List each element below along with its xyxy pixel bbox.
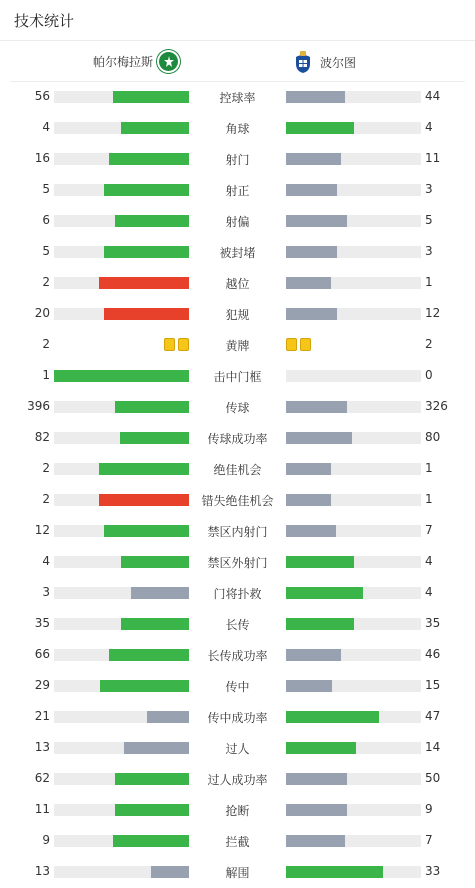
home-bar-track	[54, 308, 189, 320]
home-team-name: 帕尔梅拉斯	[92, 55, 153, 69]
home-value: 29	[34, 678, 50, 692]
stat-label: 传球	[225, 401, 250, 415]
away-value: 50	[425, 771, 441, 785]
home-bar-fill	[100, 680, 189, 692]
home-value: 2	[42, 275, 50, 289]
home-value: 66	[34, 647, 50, 661]
stat-row	[0, 795, 475, 826]
home-bar-fill	[113, 835, 189, 847]
stat-label: 角球	[225, 122, 250, 136]
home-bar-track	[54, 866, 189, 878]
away-bar-fill	[286, 711, 379, 723]
away-value: 44	[425, 89, 441, 103]
home-bar-fill	[113, 91, 189, 103]
away-bar-track	[286, 866, 421, 878]
home-value: 396	[27, 399, 50, 413]
away-bar-fill	[286, 122, 354, 134]
stat-label: 抢断	[225, 804, 250, 818]
stat-label: 长传成功率	[207, 649, 268, 663]
away-bar-track	[286, 804, 421, 816]
home-value: 5	[42, 182, 50, 196]
home-value: 4	[42, 554, 50, 568]
stat-row	[0, 144, 475, 175]
stat-label: 被封堵	[219, 246, 256, 260]
away-bar-track	[286, 91, 421, 103]
away-value: 33	[425, 864, 441, 878]
home-bar-fill	[147, 711, 189, 723]
away-bar-fill	[286, 525, 336, 537]
away-value: 3	[425, 244, 433, 258]
home-bar-track	[54, 215, 189, 227]
home-bar-fill	[121, 618, 189, 630]
home-value: 2	[42, 492, 50, 506]
home-bar-fill	[115, 773, 189, 785]
home-value: 62	[34, 771, 50, 785]
home-value: 11	[34, 802, 50, 816]
stat-label: 拦截	[225, 835, 250, 849]
home-value: 82	[34, 430, 50, 444]
home-team[interactable]	[93, 50, 180, 73]
stat-row	[0, 299, 475, 330]
stat-row	[0, 640, 475, 671]
stat-row	[0, 330, 475, 361]
stat-label: 错失绝佳机会	[201, 494, 274, 508]
home-bar-fill	[124, 742, 189, 754]
stat-row	[0, 113, 475, 144]
away-bar-track	[286, 587, 421, 599]
away-value: 12	[425, 306, 441, 320]
away-bar-fill	[286, 91, 345, 103]
away-value: 9	[425, 802, 433, 816]
away-value: 7	[425, 523, 433, 537]
stat-row	[0, 485, 475, 516]
stat-row	[0, 671, 475, 702]
away-value: 14	[425, 740, 441, 754]
away-bar-track	[286, 277, 421, 289]
stat-row	[0, 361, 475, 392]
away-value: 1	[425, 275, 433, 289]
away-bar-fill	[286, 866, 383, 878]
stat-label: 射门	[225, 153, 250, 167]
home-bar-fill	[115, 401, 189, 413]
home-value: 13	[34, 864, 50, 878]
away-bar-track	[286, 835, 421, 847]
stat-label: 解围	[225, 866, 250, 880]
home-value: 3	[42, 585, 50, 599]
stat-row	[0, 237, 475, 268]
stats-header	[0, 0, 475, 41]
home-value: 9	[42, 833, 50, 847]
away-value: 0	[425, 368, 433, 382]
away-value: 15	[425, 678, 441, 692]
home-value: 35	[34, 616, 50, 630]
home-bar-track	[54, 432, 189, 444]
stat-row	[0, 826, 475, 857]
away-bar-track	[286, 308, 421, 320]
away-bar-track	[286, 122, 421, 134]
stat-row	[0, 578, 475, 609]
home-value: 13	[34, 740, 50, 754]
stat-label: 门将扑救	[213, 587, 262, 601]
stat-row	[0, 392, 475, 423]
home-bar-fill	[99, 494, 189, 506]
away-bar-fill	[286, 587, 363, 599]
home-value: 5	[42, 244, 50, 258]
stat-row	[0, 516, 475, 547]
away-value: 2	[425, 337, 433, 351]
home-bar-track	[54, 122, 189, 134]
yellow-card-icon	[164, 338, 175, 351]
stat-label: 射正	[225, 184, 250, 198]
home-bar-fill	[121, 556, 189, 568]
home-bar-fill	[131, 587, 189, 599]
home-bar-track	[54, 525, 189, 537]
home-bar-track	[54, 153, 189, 165]
away-value: 4	[425, 120, 433, 134]
stat-row	[0, 268, 475, 299]
stat-label: 过人成功率	[207, 773, 268, 787]
away-bar-track	[286, 246, 421, 258]
home-bar-track	[54, 184, 189, 196]
home-bar-track	[54, 649, 189, 661]
home-value: 20	[34, 306, 50, 320]
away-bar-track	[286, 463, 421, 475]
away-bar-track	[286, 153, 421, 165]
away-bar-fill	[286, 277, 331, 289]
home-bar-track	[54, 587, 189, 599]
home-bar-track	[54, 742, 189, 754]
stat-label: 过人	[225, 742, 250, 756]
away-team[interactable]	[292, 50, 356, 74]
home-bar-track	[54, 277, 189, 289]
home-bar-track	[54, 556, 189, 568]
away-bar-fill	[286, 773, 347, 785]
porto-crest-icon	[292, 50, 314, 74]
stat-row	[0, 702, 475, 733]
away-value: 326	[425, 399, 448, 413]
away-value: 5	[425, 213, 433, 227]
away-bar-track	[286, 773, 421, 785]
stat-label: 长传	[225, 618, 250, 632]
home-value: 4	[42, 120, 50, 134]
stat-row	[0, 857, 475, 888]
home-bar-track	[54, 494, 189, 506]
stat-label: 传中成功率	[207, 711, 268, 725]
away-bar-fill	[286, 742, 356, 754]
palmeiras-crest-icon	[157, 50, 180, 73]
away-bar-track	[286, 432, 421, 444]
away-bar-track	[286, 556, 421, 568]
away-value: 35	[425, 616, 441, 630]
home-bar-track	[54, 773, 189, 785]
away-value: 80	[425, 430, 441, 444]
home-bar-track	[54, 246, 189, 258]
stat-label: 黄牌	[225, 339, 250, 353]
home-bar-fill	[99, 463, 189, 475]
stat-label: 传中	[225, 680, 250, 694]
stat-label: 绝佳机会	[213, 463, 262, 477]
away-bar-fill	[286, 308, 337, 320]
home-bar-fill	[104, 308, 189, 320]
away-value: 47	[425, 709, 441, 723]
stat-row	[0, 175, 475, 206]
yellow-card-icon	[300, 338, 311, 351]
away-bar-fill	[286, 618, 354, 630]
stat-label: 禁区内射门	[207, 525, 268, 539]
stat-label: 越位	[225, 277, 250, 291]
stat-label: 击中门框	[213, 370, 262, 384]
away-yellow-cards	[286, 338, 311, 351]
away-bar-fill	[286, 649, 341, 661]
stat-label: 犯规	[225, 308, 250, 322]
away-bar-track	[286, 680, 421, 692]
away-bar-fill	[286, 804, 347, 816]
away-value: 46	[425, 647, 441, 661]
home-value: 12	[34, 523, 50, 537]
stat-row	[0, 454, 475, 485]
home-value: 1	[42, 368, 50, 382]
home-bar-fill	[115, 215, 189, 227]
away-bar-fill	[286, 556, 354, 568]
home-bar-track	[54, 804, 189, 816]
home-yellow-cards	[164, 338, 189, 351]
home-value: 56	[34, 89, 50, 103]
away-bar-fill	[286, 432, 352, 444]
stat-row	[0, 733, 475, 764]
teams-row	[10, 41, 465, 82]
home-bar-fill	[121, 122, 189, 134]
home-bar-track	[54, 463, 189, 475]
away-value: 3	[425, 182, 433, 196]
home-value: 21	[34, 709, 50, 723]
away-bar-track	[286, 742, 421, 754]
away-bar-fill	[286, 680, 332, 692]
away-bar-track	[286, 215, 421, 227]
home-value: 6	[42, 213, 50, 227]
away-team-name: 波尔图	[320, 55, 357, 70]
home-bar-track	[54, 618, 189, 630]
away-bar-track	[286, 618, 421, 630]
home-bar-fill	[120, 432, 189, 444]
away-value: 4	[425, 554, 433, 568]
stat-label: 传球成功率	[207, 432, 268, 446]
home-value: 2	[42, 461, 50, 475]
away-value: 1	[425, 461, 433, 475]
away-value: 7	[425, 833, 433, 847]
away-bar-fill	[286, 494, 331, 506]
stat-row	[0, 609, 475, 640]
away-value: 11	[425, 151, 441, 165]
stat-row	[0, 547, 475, 578]
away-bar-track	[286, 184, 421, 196]
away-bar-fill	[286, 184, 337, 196]
stat-row	[0, 764, 475, 795]
home-bar-track	[54, 91, 189, 103]
away-bar-track	[286, 649, 421, 661]
away-bar-track	[286, 711, 421, 723]
home-bar-fill	[104, 184, 189, 196]
away-value: 4	[425, 585, 433, 599]
home-value: 2	[42, 337, 50, 351]
stats-list	[0, 82, 475, 888]
home-bar-fill	[104, 246, 189, 258]
stat-label: 禁区外射门	[207, 556, 268, 570]
home-bar-track	[54, 401, 189, 413]
home-bar-fill	[109, 153, 189, 165]
stat-row	[0, 423, 475, 454]
away-bar-fill	[286, 215, 347, 227]
home-bar-fill	[104, 525, 189, 537]
home-bar-track	[54, 711, 189, 723]
away-bar-fill	[286, 401, 347, 413]
home-bar-fill	[115, 804, 189, 816]
away-bar-fill	[286, 463, 331, 475]
away-bar-fill	[286, 153, 341, 165]
home-bar-fill	[151, 866, 189, 878]
away-bar-fill	[286, 835, 345, 847]
yellow-card-icon	[286, 338, 297, 351]
home-bar-track	[54, 370, 189, 382]
home-bar-track	[54, 835, 189, 847]
stat-row	[0, 82, 475, 113]
page-title: 技术统计	[14, 11, 75, 30]
away-bar-track	[286, 494, 421, 506]
away-bar-track	[286, 401, 421, 413]
home-value: 16	[34, 151, 50, 165]
stat-row	[0, 206, 475, 237]
home-bar-track	[54, 680, 189, 692]
away-value: 1	[425, 492, 433, 506]
stat-label: 控球率	[219, 91, 256, 105]
away-bar-track	[286, 370, 421, 382]
stat-label: 射偏	[225, 215, 250, 229]
home-bar-fill	[99, 277, 189, 289]
yellow-card-icon	[178, 338, 189, 351]
away-bar-fill	[286, 246, 337, 258]
home-bar-fill	[54, 370, 189, 382]
home-bar-fill	[109, 649, 189, 661]
away-bar-track	[286, 525, 421, 537]
